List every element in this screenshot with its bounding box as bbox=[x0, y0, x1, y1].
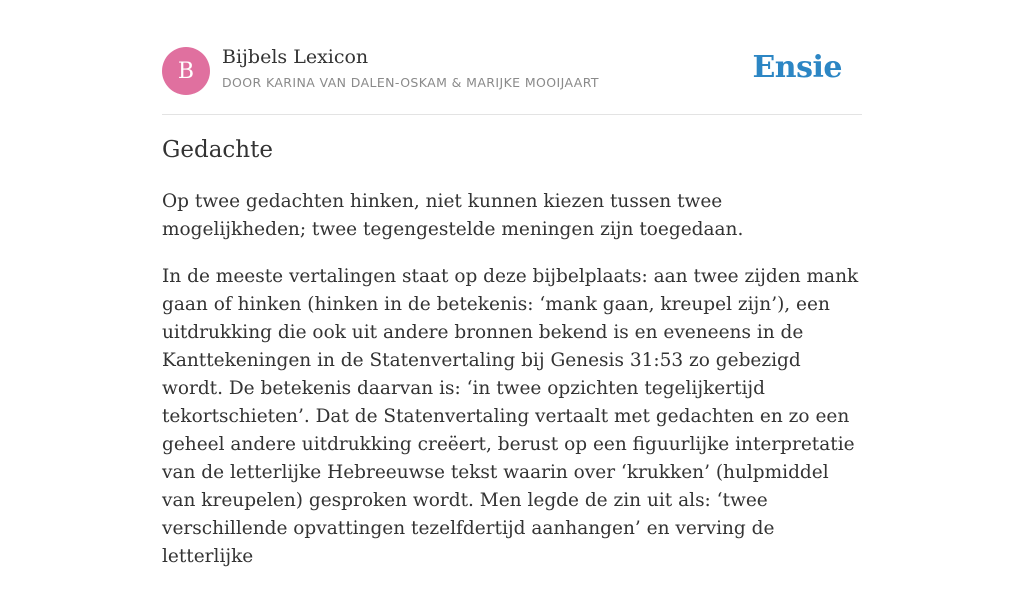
entry-paragraph: In de meeste vertalingen staat op deze bijbelplaats: aan twee zijden mank gaan of hinken (hinken in de betekenis: ‘mank gaan, kreupel zijn’), een uitdrukking die ook uit andere bronnen bekend is en eveneens in de Kanttekeningen in de Statenvertaling bij Genesis 31:53 zo gebezigd wordt. De betekenis daarvan is: ‘in twee opzichten tegelijkertijd tekortschieten’. Dat de Statenvertaling vertaalt met gedachten en zo een geheel andere uitdrukking creëert, berust op een figuurlijke interpretatie van de letterlijke Hebreeuwse tekst waarin over ‘krukken’ (hulpmiddel van kreupelen) gesproken wordt. Men legde de zin uit als: ‘twee verschillende opvattingen tezelfdertijd aanhangen’ en verving de letterlijke bbox=[162, 266, 859, 567]
header bbox=[162, 46, 862, 115]
entry-title: Gedachte bbox=[162, 137, 273, 163]
entry-paragraph: Op twee gedachten hinken, niet kunnen kiezen tussen twee mogelijkheden; twee tegengestelde meningen zijn toegedaan. bbox=[162, 191, 744, 240]
book-authors: DOOR KARINA VAN DALEN-OSKAM & MARIJKE MOOIJAART bbox=[222, 75, 599, 90]
book-title[interactable]: Bijbels Lexicon bbox=[222, 46, 369, 68]
entry-body bbox=[162, 188, 862, 590]
ensie-logo[interactable]: Ensie bbox=[752, 50, 842, 85]
book-avatar[interactable]: B bbox=[162, 47, 210, 95]
